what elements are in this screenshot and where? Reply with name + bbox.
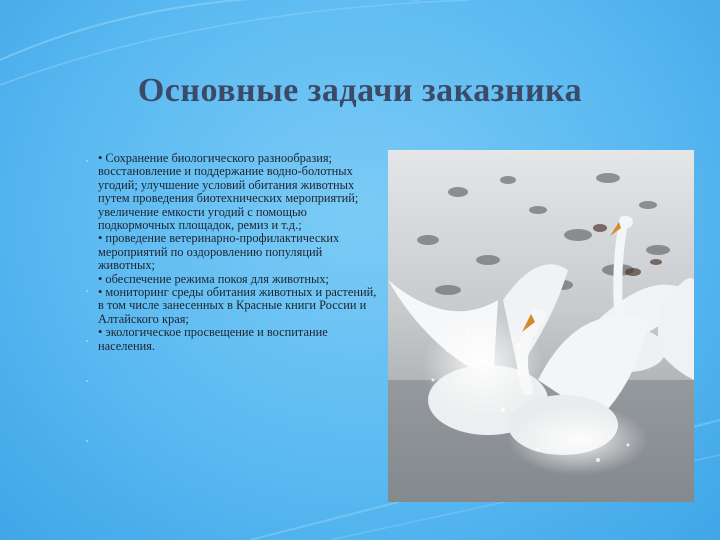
swans-photo <box>388 150 694 502</box>
bullet-markers <box>86 150 90 480</box>
bullet-list <box>98 152 382 353</box>
bullet-item: • экологическое просвещение и воспитание населения. <box>98 325 328 353</box>
bullet-item: • обеспечение режима покоя для животных; <box>98 271 329 286</box>
swans-illustration <box>388 150 694 502</box>
slide-title: Основные задачи заказника <box>137 72 583 109</box>
bullet-item: • проведение ветеринарно-профилактических мероприятий по оздоровлению популяций животных; <box>98 231 340 273</box>
bullet-item: • мониторинг среды обитания животных и растений, в том числе занесенных в Красные книги России и Алтайского края; <box>98 285 377 326</box>
bullet-item: • Сохранение биологического разнообразия; восстановление и поддержание водно-болотных угодий; улучшение условий обитания животных путем проведения биотехнических мероприятий; увеличение емкости угодий с помощью подкормочных площадок, ремиз и т.д.; <box>98 151 359 233</box>
